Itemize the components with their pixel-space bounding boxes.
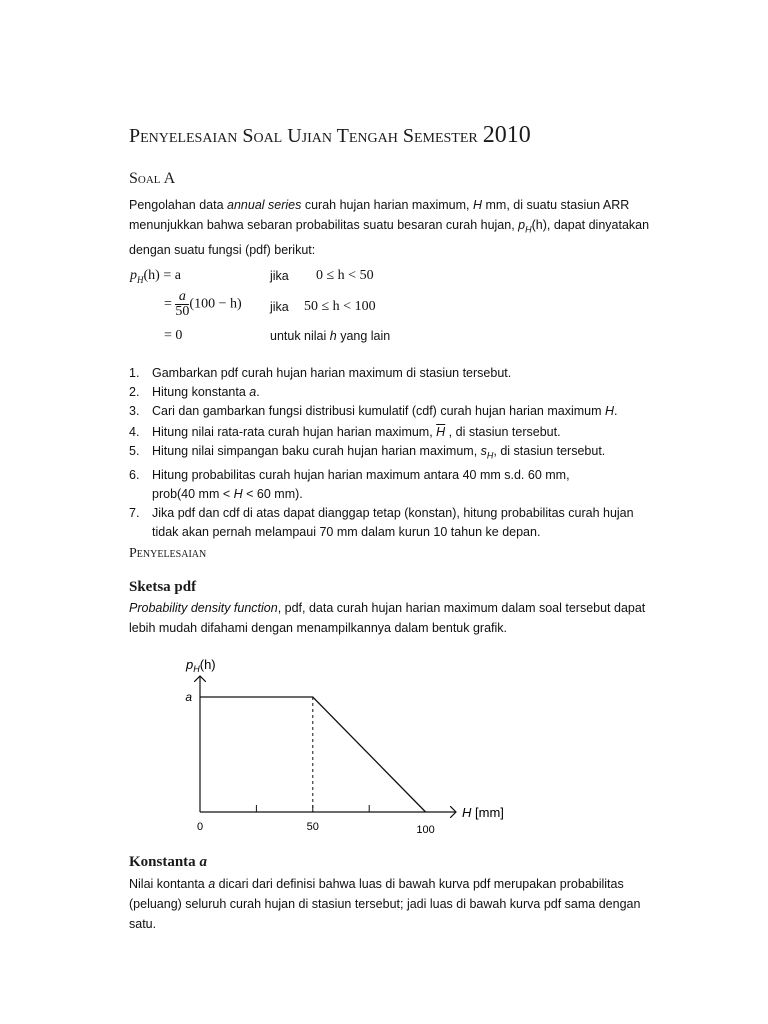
question-list: [129, 364, 689, 542]
sketsa-paragraph: Probability density function, pdf, data curah hujan harian maximum dalam soal tersebut dapat lebih mudah difahami dengan menampilkannya dalam bentuk grafik.: [129, 601, 646, 635]
x-tick-label: 0: [196, 821, 204, 833]
pdf-formula: [130, 264, 530, 354]
sketsa-heading: Sketsa pdf: [129, 579, 197, 595]
list-item: 4. Hitung nilai rata-rata curah hujan harian maximum, $\overline{H}$ , di stasiun tersebut.: [129, 425, 561, 439]
konstanta-paragraph: Nilai kontanta a dicari dari definisi bahwa luas di bawah kurva pdf merupakan probabilitas (peluang) seluruh curah hujan di stasiun tersebut; jadi luas di bawah kurva pdf sama dengan satu.: [129, 877, 641, 931]
formula-row-3-rhs: = 0: [164, 328, 183, 343]
list-item: 5. Hitung nilai simpangan baku curah hujan harian maximum, $s_H$, di stasiun tersebut.: [129, 444, 606, 461]
pdf-chart: [170, 650, 520, 840]
y-axis-label: $p_H(h)$: [186, 657, 216, 674]
list-item: 1. Gambarkan pdf curah hujan harian maximum di stasiun tersebut.: [129, 366, 512, 380]
list-item: 7. Jika pdf dan cdf di atas dapat dianggap tetap (konstan), hitung probabilitas curah hujan tidak akan pernah melampaui 70 mm dalam kurun 10 tahun ke depan.: [129, 505, 634, 539]
soal-a-heading: Soal A: [129, 170, 176, 187]
formula-row-3-cond: untuk nilai h yang lain: [270, 329, 391, 343]
y-tick-label-a: a: [185, 690, 192, 704]
formula-row-1-cond: 0 ≤ h < 50: [316, 268, 374, 283]
x-tick-label: 100: [416, 824, 435, 836]
formula-row-2-rhs: = $\frac{a}{50}$ (100 − h): [164, 289, 242, 319]
formula-row-2-cond: 50 ≤ h < 100: [304, 299, 376, 314]
formula-row-1-lhs: $p_H(h) = a$: [130, 268, 181, 285]
formula-row-2-cond-word: jika: [270, 300, 289, 314]
x-axis-label: H [mm]: [462, 805, 504, 820]
formula-row-1-cond-word: jika: [270, 269, 289, 283]
list-item: 3. Cari dan gambarkan fungsi distribusi kumulatif (cdf) curah hujan harian maximum H.: [129, 404, 618, 418]
penyelesaian-heading: Penyelesaian: [129, 546, 207, 561]
list-item: 6. Hitung probabilitas curah hujan harian maximum antara 40 mm s.d. 60 mm, prob(40 mm < H < 60 mm).: [129, 467, 570, 501]
list-item: 2. Hitung konstanta a.: [129, 385, 260, 399]
page-title: Penyelesaian Soal Ujian Tengah Semester 2010: [129, 122, 531, 148]
soal-a-intro: Pengolahan data annual series curah hujan harian maximum, H mm, di suatu stasiun ARR menunjukkan bahwa sebaran probabilitas suatu besaran curah hujan, $p_H(h)$, dapat dinyatakan dengan suatu fungsi (pdf) berikut:: [129, 198, 650, 257]
konstanta-heading: Konstanta a: [129, 854, 207, 870]
x-tick-label: 50: [306, 821, 319, 833]
